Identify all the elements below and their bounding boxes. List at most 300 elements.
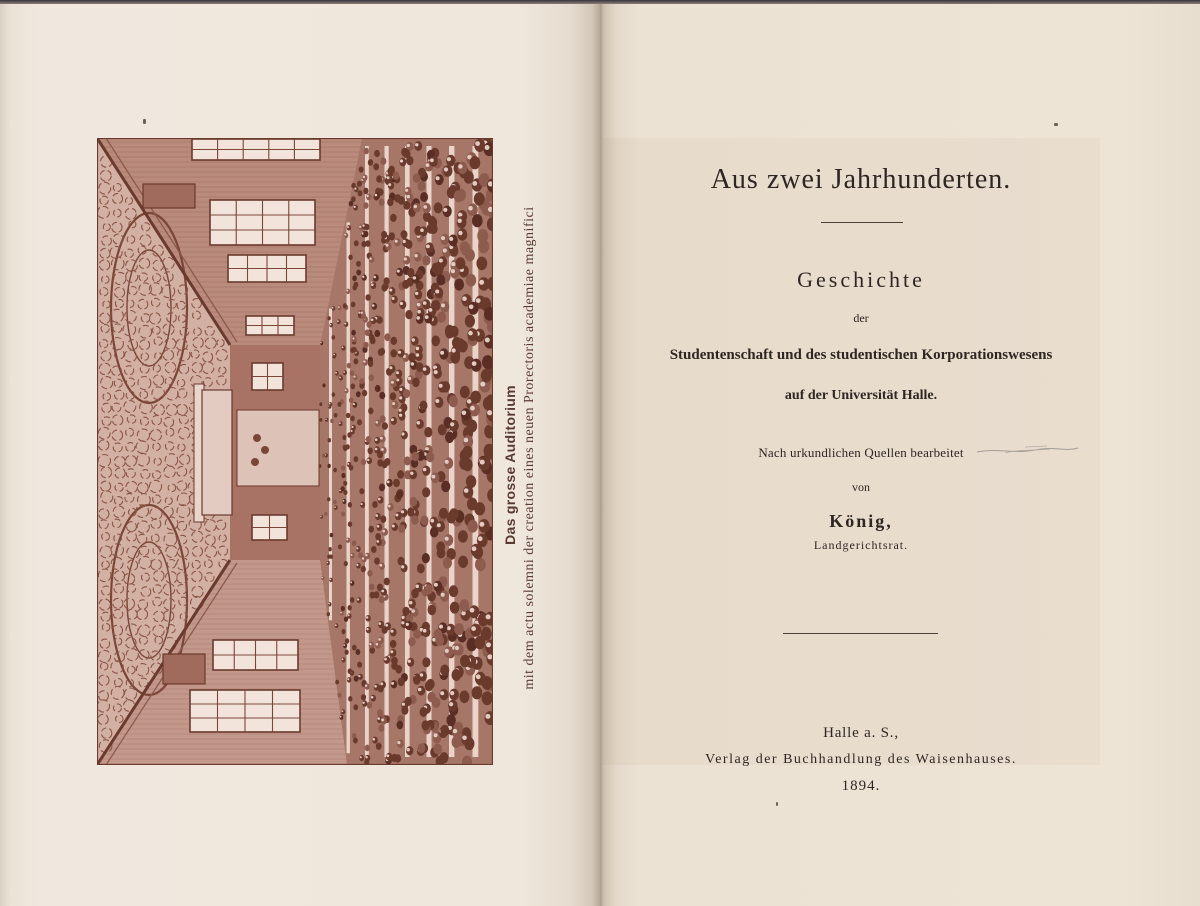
crowd-figure bbox=[422, 627, 430, 637]
crowd-face bbox=[409, 601, 412, 604]
crowd-face bbox=[414, 205, 417, 208]
crowd-face bbox=[451, 269, 455, 273]
crowd-face bbox=[486, 614, 491, 619]
crowd-figure bbox=[345, 650, 349, 655]
crowd-face bbox=[445, 649, 449, 653]
crowd-face bbox=[462, 411, 467, 416]
crowd-face bbox=[404, 257, 407, 260]
crowd-figure bbox=[460, 655, 470, 668]
crowd-figure bbox=[379, 484, 385, 492]
crowd-face bbox=[450, 422, 454, 426]
crowd-figure bbox=[347, 677, 351, 683]
dignitary-figure bbox=[261, 446, 269, 454]
crowd-face bbox=[399, 414, 402, 417]
crowd-face bbox=[356, 547, 358, 549]
crowd-figure bbox=[422, 487, 430, 497]
crowd-figure bbox=[364, 148, 369, 155]
crowd-figure bbox=[327, 464, 330, 468]
pencil-scribble bbox=[975, 442, 1080, 458]
subject-line-2: auf der Universität Halle. bbox=[784, 388, 938, 403]
crowd-figure bbox=[398, 678, 405, 687]
crowd-figure bbox=[338, 544, 342, 549]
crowd-face bbox=[377, 717, 380, 720]
crowd-face bbox=[447, 157, 451, 161]
crowd-face bbox=[399, 388, 402, 391]
crowd-figure bbox=[391, 337, 398, 345]
crowd-face bbox=[366, 195, 368, 197]
crowd-face bbox=[475, 141, 480, 146]
crowd-figure bbox=[322, 454, 325, 458]
crowd-face bbox=[417, 303, 421, 307]
crowd-face bbox=[450, 691, 454, 695]
crowd-face bbox=[472, 181, 477, 186]
crowd-figure bbox=[363, 188, 368, 195]
crowd-figure bbox=[465, 249, 475, 262]
crowd-face bbox=[346, 539, 348, 541]
crowd-face bbox=[342, 347, 344, 349]
crowd-figure bbox=[413, 173, 421, 183]
crowd-figure bbox=[376, 743, 382, 750]
crowd-face bbox=[445, 460, 449, 464]
crowd-face bbox=[389, 366, 392, 369]
crowd-figure bbox=[467, 498, 477, 511]
crowd-figure bbox=[380, 515, 386, 523]
crowd-figure bbox=[422, 553, 430, 563]
crowd-figure bbox=[354, 282, 359, 288]
crowd-face bbox=[373, 738, 376, 741]
crowd-face bbox=[455, 646, 459, 650]
crowd-face bbox=[329, 403, 331, 405]
crowd-figure bbox=[333, 500, 337, 505]
crowd-face bbox=[369, 643, 371, 645]
crowd-figure bbox=[482, 355, 493, 369]
crowd-face bbox=[330, 579, 332, 581]
source-note: Nach urkundlichen Quellen bearbeitet bbox=[758, 445, 964, 460]
crowd-face bbox=[375, 438, 378, 441]
crowd-figure bbox=[357, 181, 362, 187]
crowd-figure bbox=[333, 468, 337, 473]
crowd-figure bbox=[365, 294, 370, 301]
crowd-figure bbox=[402, 607, 409, 616]
crowd-face bbox=[360, 756, 362, 758]
crowd-face bbox=[380, 682, 383, 685]
crowd-face bbox=[396, 371, 399, 374]
crowd-figure bbox=[319, 464, 322, 468]
crowd-face bbox=[400, 159, 403, 162]
crowd-figure bbox=[390, 640, 397, 648]
crowd-figure bbox=[367, 570, 372, 577]
crowd-figure bbox=[433, 744, 442, 755]
crowd-figure bbox=[332, 392, 336, 397]
crowd-face bbox=[485, 145, 490, 150]
crowd-face bbox=[381, 719, 384, 722]
crowd-figure bbox=[446, 714, 455, 726]
crowd-face bbox=[375, 514, 378, 517]
crowd-figure bbox=[381, 231, 387, 239]
crowd-face bbox=[470, 406, 475, 411]
crowd-figure bbox=[356, 261, 361, 267]
crowd-figure bbox=[344, 561, 348, 566]
crowd-figure bbox=[361, 566, 366, 572]
engraving-auditorium bbox=[97, 138, 493, 765]
crowd-figure bbox=[440, 725, 449, 736]
crowd-face bbox=[335, 624, 337, 626]
crowd-figure bbox=[412, 378, 420, 388]
crowd-face bbox=[401, 510, 404, 513]
crowd-face bbox=[423, 468, 427, 472]
crowd-figure bbox=[411, 452, 419, 462]
crowd-figure bbox=[341, 473, 345, 478]
crowd-figure bbox=[420, 401, 428, 411]
crowd-face bbox=[480, 460, 485, 465]
crowd-face bbox=[391, 630, 394, 633]
crowd-figure bbox=[351, 383, 356, 389]
crowd-face bbox=[439, 259, 443, 263]
crowd-figure bbox=[458, 530, 468, 542]
crowd-figure bbox=[380, 415, 386, 423]
crowd-face bbox=[401, 565, 404, 568]
crowd-face bbox=[399, 409, 402, 412]
crowd-figure bbox=[319, 402, 322, 406]
crowd-face bbox=[418, 688, 422, 692]
crowd-face bbox=[392, 297, 395, 300]
crowd-figure bbox=[348, 605, 352, 611]
crowd-figure bbox=[348, 696, 352, 702]
crowd-figure bbox=[356, 270, 361, 276]
crowd-figure bbox=[387, 198, 393, 206]
crowd-figure bbox=[328, 438, 331, 442]
crowd-face bbox=[384, 658, 387, 661]
crowd-face bbox=[425, 315, 429, 319]
crowd-face bbox=[407, 748, 410, 751]
crowd-figure bbox=[361, 459, 366, 465]
crowd-figure bbox=[330, 419, 334, 423]
crowd-face bbox=[385, 624, 388, 627]
crowd-face bbox=[347, 678, 349, 680]
crowd-figure bbox=[456, 257, 466, 269]
crowd-face bbox=[366, 628, 368, 630]
crowd-figure bbox=[426, 452, 434, 462]
crowd-figure bbox=[449, 395, 458, 407]
lectern-canopy bbox=[202, 390, 232, 515]
crowd-face bbox=[400, 302, 403, 305]
crowd-face bbox=[395, 514, 398, 517]
crowd-figure bbox=[422, 657, 430, 667]
crowd-face bbox=[351, 554, 353, 556]
crowd-figure bbox=[370, 592, 376, 599]
crowd-figure bbox=[346, 413, 350, 418]
crowd-figure bbox=[425, 681, 433, 691]
crowd-figure bbox=[413, 675, 421, 685]
crowd-figure bbox=[420, 192, 428, 202]
crowd-face bbox=[333, 354, 335, 356]
crowd-figure bbox=[376, 175, 382, 182]
crowd-figure bbox=[450, 602, 460, 614]
crowd-face bbox=[430, 158, 434, 162]
crowd-figure bbox=[475, 558, 486, 571]
crowd-figure bbox=[384, 333, 390, 341]
crowd-figure bbox=[395, 665, 402, 674]
crowd-face bbox=[375, 194, 378, 197]
crowd-figure bbox=[440, 665, 449, 676]
crowd-face bbox=[412, 609, 415, 612]
crowd-figure bbox=[394, 194, 401, 202]
crowd-figure bbox=[327, 316, 330, 320]
crowd-figure bbox=[348, 502, 352, 508]
crowd-face bbox=[352, 426, 354, 428]
crowd-figure bbox=[398, 524, 405, 533]
crowd-figure bbox=[329, 402, 333, 406]
crowd-figure bbox=[432, 697, 441, 708]
crowd-face bbox=[388, 505, 391, 508]
crowd-face bbox=[350, 581, 352, 583]
crowd-figure bbox=[369, 584, 375, 591]
crowd-figure bbox=[390, 392, 397, 400]
crowd-face bbox=[415, 585, 419, 589]
crowd-figure bbox=[460, 386, 470, 399]
crowd-figure bbox=[365, 240, 370, 247]
crowd-face bbox=[415, 143, 418, 146]
crowd-figure bbox=[359, 167, 364, 173]
pencil-stroke bbox=[1005, 446, 1050, 453]
crowd-figure bbox=[341, 606, 345, 611]
crowd-face bbox=[372, 304, 375, 307]
crowd-figure bbox=[466, 274, 476, 287]
crowd-face bbox=[451, 262, 455, 266]
crowd-face bbox=[332, 307, 334, 309]
crowd-figure bbox=[413, 629, 421, 639]
crowd-figure bbox=[352, 347, 357, 353]
crowd-figure bbox=[396, 490, 403, 499]
plate-caption-subtitle: mit dem actu solemni der creation eines neuen Prorectoris academiae magnifici bbox=[522, 206, 537, 690]
crowd-figure bbox=[411, 515, 419, 525]
crowd-figure bbox=[371, 546, 377, 553]
crowd-figure bbox=[463, 458, 473, 471]
crowd-face bbox=[470, 608, 475, 613]
crowd-figure bbox=[368, 360, 373, 367]
crowd-figure bbox=[357, 419, 362, 425]
crowd-face bbox=[389, 289, 392, 292]
crowd-face bbox=[436, 176, 440, 180]
crowd-face bbox=[480, 382, 485, 387]
crowd-figure bbox=[362, 390, 367, 396]
crowd-face bbox=[377, 540, 380, 543]
crowd-face bbox=[458, 219, 462, 223]
crowd-face bbox=[472, 546, 477, 551]
crowd-figure bbox=[354, 676, 359, 682]
crowd-face bbox=[401, 432, 404, 435]
crowd-face bbox=[449, 237, 453, 241]
crowd-face bbox=[426, 163, 430, 167]
crowd-figure bbox=[384, 578, 390, 586]
crowd-figure bbox=[382, 422, 388, 430]
crowd-face bbox=[439, 625, 443, 629]
subject-line-1: Studentenschaft und des studentischen Korporationswesens bbox=[669, 347, 1053, 363]
crowd-figure bbox=[462, 446, 472, 459]
crowd-figure bbox=[329, 555, 333, 559]
publication-place: Halle a. S., bbox=[823, 725, 899, 741]
crowd-figure bbox=[422, 255, 430, 265]
crowd-face bbox=[464, 488, 469, 493]
crowd-figure bbox=[452, 337, 462, 349]
crowd-figure bbox=[357, 662, 362, 668]
crowd-face bbox=[362, 276, 364, 278]
ceremony-table bbox=[237, 410, 319, 486]
crowd-face bbox=[380, 437, 383, 440]
crowd-face bbox=[402, 703, 405, 706]
crowd-face bbox=[416, 353, 420, 357]
crowd-figure bbox=[440, 752, 449, 763]
crowd-figure bbox=[377, 709, 383, 716]
crowd-figure bbox=[449, 585, 458, 597]
crowd-figure bbox=[418, 743, 426, 753]
crowd-face bbox=[362, 224, 364, 226]
crowd-figure bbox=[408, 637, 415, 646]
crowd-face bbox=[335, 372, 337, 374]
crowd-figure bbox=[472, 214, 483, 227]
crowd-figure bbox=[406, 156, 413, 165]
crowd-figure bbox=[445, 325, 454, 337]
crowd-figure bbox=[391, 657, 398, 665]
crowd-face bbox=[362, 702, 364, 704]
crowd-face bbox=[447, 626, 451, 630]
crowd-figure bbox=[348, 255, 352, 261]
crowd-face bbox=[361, 503, 363, 505]
crowd-figure bbox=[374, 150, 380, 157]
crowd-face bbox=[320, 342, 321, 343]
crowd-face bbox=[423, 629, 427, 633]
by-word: von bbox=[852, 480, 870, 494]
crowd-figure bbox=[401, 230, 408, 239]
crowd-figure bbox=[437, 312, 446, 323]
crowd-face bbox=[434, 733, 438, 737]
crowd-face bbox=[445, 537, 449, 541]
crowd-figure bbox=[420, 707, 428, 717]
crowd-figure bbox=[366, 436, 371, 443]
plate-caption-title: Das grosse Auditorium bbox=[502, 385, 518, 545]
crowd-figure bbox=[328, 547, 331, 551]
crowd-face bbox=[362, 557, 364, 559]
crowd-figure bbox=[341, 466, 345, 471]
crowd-face bbox=[403, 240, 406, 243]
crowd-figure bbox=[354, 456, 359, 462]
crowd-face bbox=[476, 298, 481, 303]
crowd-face bbox=[441, 236, 445, 240]
crowd-face bbox=[443, 248, 447, 252]
crowd-figure bbox=[374, 330, 380, 337]
crowd-face bbox=[443, 208, 447, 212]
crowd-figure bbox=[348, 521, 352, 527]
crowd-face bbox=[381, 590, 384, 593]
crowd-figure bbox=[413, 203, 421, 213]
crowd-face bbox=[373, 276, 376, 279]
crowd-face bbox=[408, 660, 411, 663]
crowd-face bbox=[417, 421, 421, 425]
crowd-face bbox=[386, 754, 389, 757]
crowd-face bbox=[346, 290, 348, 292]
crowd-figure bbox=[482, 691, 493, 705]
crowd-face bbox=[340, 716, 342, 718]
crowd-face bbox=[328, 603, 330, 605]
crowd-face bbox=[375, 448, 378, 451]
crowd-figure bbox=[458, 556, 468, 568]
crowd-face bbox=[353, 376, 355, 378]
crowd-face bbox=[325, 419, 326, 420]
crowd-face bbox=[395, 240, 398, 243]
crowd-figure bbox=[394, 754, 401, 762]
crowd-figure bbox=[404, 456, 411, 465]
crowd-face bbox=[339, 377, 341, 379]
crowd-face bbox=[423, 367, 427, 371]
crowd-face bbox=[339, 489, 341, 491]
crowd-face bbox=[365, 756, 367, 758]
crowd-face bbox=[487, 410, 492, 415]
crowd-face bbox=[347, 463, 349, 465]
crowd-face bbox=[366, 616, 368, 618]
crowd-face bbox=[390, 650, 393, 653]
crowd-face bbox=[377, 525, 380, 528]
crowd-face bbox=[408, 377, 411, 380]
crowd-face bbox=[352, 337, 354, 339]
crowd-face bbox=[401, 621, 404, 624]
crowd-figure bbox=[441, 481, 450, 492]
crowd-face bbox=[471, 626, 476, 631]
crowd-figure bbox=[427, 223, 435, 233]
crowd-face bbox=[469, 305, 474, 310]
crowd-face bbox=[320, 516, 321, 517]
crowd-figure bbox=[345, 444, 349, 449]
crowd-figure bbox=[368, 447, 373, 454]
crowd-figure bbox=[359, 488, 364, 494]
crowd-face bbox=[485, 338, 490, 343]
crowd-figure bbox=[327, 497, 330, 501]
crowd-face bbox=[411, 362, 414, 365]
crowd-figure bbox=[381, 284, 387, 292]
crowd-figure bbox=[477, 229, 488, 243]
crowd-figure bbox=[459, 691, 469, 704]
crowd-figure bbox=[349, 201, 354, 207]
crowd-face bbox=[444, 167, 448, 171]
crowd-face bbox=[378, 638, 381, 641]
crowd-figure bbox=[334, 505, 338, 510]
crowd-face bbox=[371, 696, 374, 699]
crowd-figure bbox=[393, 479, 400, 487]
crowd-figure bbox=[350, 597, 355, 603]
author-title: Landgerichtsrat. bbox=[813, 538, 909, 552]
crowd-figure bbox=[402, 280, 409, 289]
crowd-face bbox=[392, 525, 395, 528]
crowd-figure bbox=[465, 315, 475, 328]
crowd-figure bbox=[347, 363, 351, 369]
crowd-figure bbox=[343, 303, 347, 308]
crowd-face bbox=[353, 403, 355, 405]
crowd-figure bbox=[354, 240, 359, 246]
crowd-face bbox=[439, 384, 443, 388]
crowd-figure bbox=[393, 172, 400, 180]
wall-painting bbox=[143, 184, 195, 208]
crowd-face bbox=[388, 183, 391, 186]
crowd-face bbox=[415, 292, 418, 295]
crowd-face bbox=[369, 258, 371, 260]
crowd-face bbox=[462, 736, 467, 741]
crowd-face bbox=[413, 276, 416, 279]
crowd-face bbox=[379, 564, 382, 567]
crowd-figure bbox=[343, 490, 347, 495]
crowd-figure bbox=[482, 676, 493, 690]
crowd-face bbox=[414, 254, 417, 257]
crowd-face bbox=[347, 226, 349, 228]
crowd-face bbox=[479, 522, 484, 527]
